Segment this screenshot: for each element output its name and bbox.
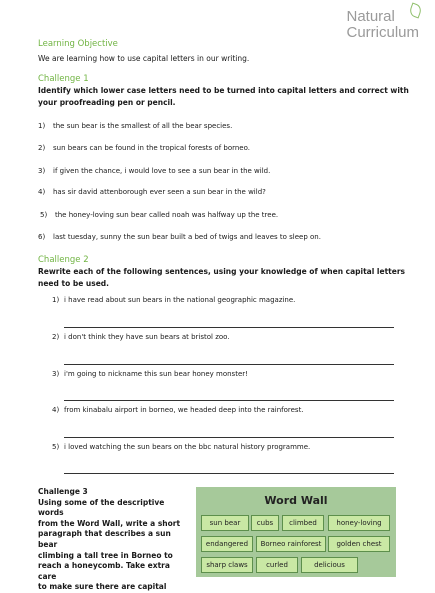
leaf-icon <box>408 3 423 19</box>
item-text: if given the chance, i would love to see a sun bear in the wild. <box>53 167 271 175</box>
answer-line[interactable] <box>64 473 394 474</box>
item-text: i'm going to nickname this sun bear honey monster! <box>64 370 248 378</box>
challenge-3-text-line: to make sure there are capital <box>38 582 167 592</box>
challenge-1-item <box>38 188 266 196</box>
item-text: i loved watching the sun bears on the bbc natural history programme. <box>64 443 311 451</box>
challenge-3-block <box>38 487 188 593</box>
item-text: i don't think they have sun bears at bristol zoo. <box>64 333 230 341</box>
natural-curriculum-logo <box>346 6 419 40</box>
item-text: the sun bear is the smallest of all the bear species. <box>53 122 233 130</box>
item-number: 5) <box>40 211 48 219</box>
word-chip: golden chest <box>328 536 390 552</box>
challenge-2-item <box>52 296 295 304</box>
challenge-1-heading: Challenge 1 <box>38 74 89 84</box>
item-number: 1) <box>38 122 46 130</box>
word-chip: delicious <box>301 557 358 573</box>
word-chip: sun bear <box>201 515 249 531</box>
item-text: last tuesday, sunny the sun bear built a bed of twigs and leaves to sleep on. <box>53 233 321 241</box>
item-number: 2) <box>52 333 60 341</box>
item-number: 3) <box>38 167 46 175</box>
item-number: 2) <box>38 144 46 152</box>
challenge-1-item <box>38 167 270 175</box>
answer-line[interactable] <box>64 364 394 365</box>
challenge-3-text-line: from the Word Wall, write a short <box>38 518 181 528</box>
item-text: the honey-loving sun bear called noah was halfway up the tree. <box>55 211 279 219</box>
word-wall <box>196 487 396 577</box>
logo-text-curriculum: Curriculum <box>346 24 419 41</box>
challenge-2-instruction-line-2: need to be used. <box>38 279 110 288</box>
challenge-3-text-line: reach a honeycomb. Take extra care <box>38 561 170 581</box>
challenge-2-item <box>52 443 310 451</box>
challenge-1-instruction-line-2: your proofreading pen or pencil. <box>38 98 176 107</box>
word-wall-title: Word Wall <box>264 494 328 507</box>
challenge-3-heading: Challenge 3 <box>38 487 88 496</box>
challenge-1-item <box>38 233 321 241</box>
item-number: 4) <box>52 406 60 414</box>
challenge-2-item <box>52 370 248 378</box>
challenge-1-item <box>38 122 232 130</box>
word-chip: climbed <box>282 515 324 531</box>
item-number: 5) <box>52 443 60 451</box>
answer-line[interactable] <box>64 400 394 401</box>
challenge-2-heading: Challenge 2 <box>38 255 89 265</box>
answer-line[interactable] <box>64 437 394 438</box>
challenge-1-item <box>40 211 278 219</box>
challenge-3-text-line: climbing a tall tree in Borneo to <box>38 550 173 560</box>
answer-line[interactable] <box>64 327 394 328</box>
item-text: has sir david attenborough ever seen a sun bear in the wild? <box>53 188 266 196</box>
learning-objective-text: We are learning how to use capital letters in our writing. <box>38 54 250 63</box>
challenge-3-text-line: paragraph that describes a sun bear <box>38 529 171 549</box>
challenge-3-text-line: Using some of the descriptive words <box>38 497 165 518</box>
item-number: 1) <box>52 296 60 304</box>
challenge-1-instruction-line-1: Identify which lower case letters need to be turned into capital letters and correct with <box>38 86 409 95</box>
challenge-2-instruction-line-1: Rewrite each of the following sentences, using your knowledge of when capital letters <box>38 267 405 276</box>
logo-text-natural: Natural <box>346 8 395 25</box>
challenge-2-item <box>52 406 304 414</box>
challenge-1-item <box>38 144 250 152</box>
learning-objective-heading: Learning Objective <box>38 39 118 49</box>
word-chip: honey-loving <box>328 515 390 531</box>
word-chip: curled <box>256 557 298 573</box>
word-chip: cubs <box>251 515 279 531</box>
item-text: i have read about sun bears in the national geographic magazine. <box>64 296 296 304</box>
word-chip: Borneo rainforest <box>256 536 326 552</box>
item-number: 4) <box>38 188 46 196</box>
item-text: sun bears can be found in the tropical forests of borneo. <box>53 144 250 152</box>
item-number: 6) <box>38 233 46 241</box>
item-text: from kinabalu airport in borneo, we headed deep into the rainforest. <box>64 406 304 414</box>
word-chip: sharp claws <box>201 557 253 573</box>
item-number: 3) <box>52 370 60 378</box>
challenge-2-item <box>52 333 230 341</box>
word-chip: endangered <box>201 536 253 552</box>
